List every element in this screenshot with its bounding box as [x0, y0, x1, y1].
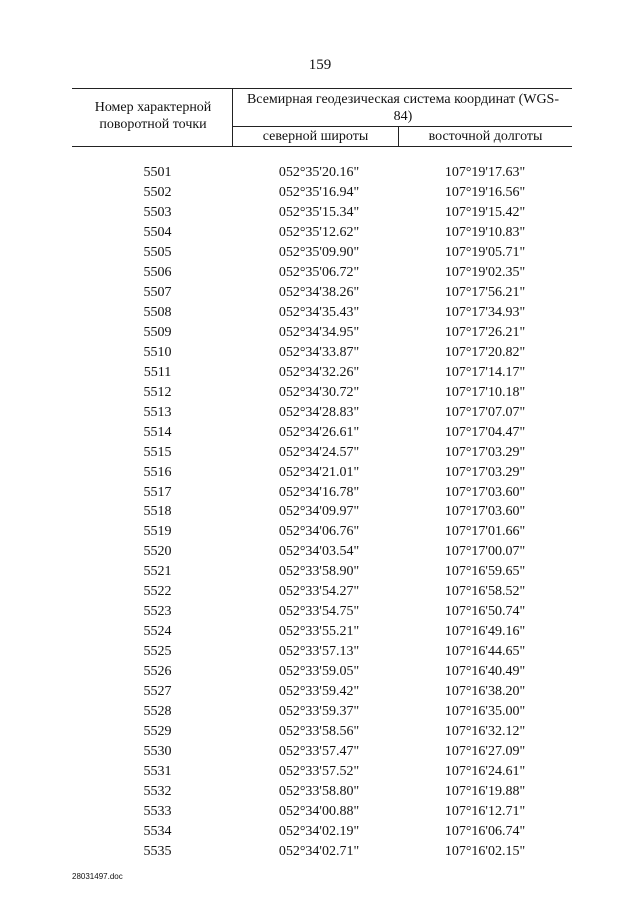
latitude-cell: 052°35'09.90": [278, 244, 360, 260]
latitude-cell: 052°33'57.13": [278, 644, 360, 660]
table-row: [0, 423, 640, 443]
point-number-cell: 5508: [143, 304, 172, 320]
table-row: [0, 682, 640, 702]
table-row: [0, 602, 640, 622]
point-number-cell: 5511: [143, 364, 172, 380]
point-number-cell: 5529: [143, 724, 172, 740]
point-number-cell: 5519: [143, 524, 172, 540]
latitude-cell: 052°33'55.21": [278, 624, 360, 640]
longitude-cell: 107°19'05.71": [444, 244, 526, 260]
latitude-cell: 052°33'57.52": [278, 764, 360, 780]
longitude-cell: 107°17'20.82": [444, 344, 526, 360]
longitude-cell: 107°17'03.60": [444, 484, 526, 500]
table-row: [0, 483, 640, 503]
point-number-cell: 5512: [143, 384, 172, 400]
latitude-cell: 052°33'54.27": [278, 584, 360, 600]
table-row: [0, 642, 640, 662]
point-number-cell: 5520: [143, 544, 172, 560]
point-number-cell: 5515: [143, 444, 172, 460]
table-row: [0, 802, 640, 822]
latitude-cell: 052°34'34.95": [278, 324, 360, 340]
point-number-cell: 5518: [143, 504, 172, 520]
longitude-cell: 107°19'16.56": [444, 184, 526, 200]
longitude-cell: 107°16'32.12": [444, 724, 526, 740]
latitude-cell: 052°34'02.71": [278, 843, 360, 859]
table-row: [0, 502, 640, 522]
table-row: [0, 283, 640, 303]
latitude-cell: 052°35'20.16": [278, 165, 360, 180]
point-number-cell: 5531: [143, 764, 172, 780]
latitude-cell: 052°34'16.78": [278, 484, 360, 500]
table-row: [0, 662, 640, 682]
longitude-cell: 107°17'01.66": [444, 524, 526, 540]
table-row: [0, 223, 640, 243]
point-number-cell: 5517: [143, 484, 172, 500]
latitude-cell: 052°35'16.94": [278, 184, 360, 200]
table-row: [0, 842, 640, 862]
latitude-cell: 052°34'00.88": [278, 804, 360, 819]
latitude-cell: 052°34'33.87": [278, 344, 360, 360]
table-body: [0, 163, 640, 862]
table-top-border: [72, 88, 572, 89]
table-row: [0, 183, 640, 203]
longitude-cell: 107°16'27.09": [444, 744, 526, 760]
longitude-cell: 107°17'34.93": [444, 304, 526, 320]
longitude-cell: 107°16'19.88": [444, 784, 526, 800]
point-number-cell: 5509: [143, 324, 172, 340]
table-row: [0, 463, 640, 483]
table-row: [0, 323, 640, 343]
latitude-cell: 052°33'57.47": [278, 744, 360, 760]
point-number-cell: 5525: [143, 644, 172, 660]
table-row: [0, 762, 640, 782]
point-number-cell: 5530: [143, 744, 172, 760]
header-longitude: восточной долготы: [428, 129, 543, 144]
longitude-cell: 107°16'49.16": [444, 624, 526, 640]
latitude-cell: 052°35'15.34": [278, 204, 360, 220]
header-point-number: Номер характерной поворотной точки: [94, 100, 212, 132]
table-row: [0, 742, 640, 762]
table-row: [0, 363, 640, 383]
latitude-cell: 052°33'58.80": [278, 784, 360, 800]
longitude-cell: 107°19'02.35": [444, 264, 526, 280]
table-row: [0, 243, 640, 263]
longitude-cell: 107°17'03.29": [444, 444, 526, 460]
longitude-cell: 107°19'17.63": [444, 165, 526, 180]
longitude-cell: 107°16'38.20": [444, 684, 526, 700]
point-number-cell: 5513: [143, 404, 172, 420]
latitude-cell: 052°34'32.26": [278, 364, 360, 380]
longitude-cell: 107°19'15.42": [444, 204, 526, 220]
latitude-cell: 052°33'59.42": [278, 684, 360, 700]
point-number-cell: 5524: [143, 624, 172, 640]
longitude-cell: 107°16'59.65": [444, 564, 526, 580]
table-row: [0, 343, 640, 363]
table-row: [0, 443, 640, 463]
table-row: [0, 203, 640, 223]
point-number-cell: 5504: [143, 224, 172, 240]
latitude-cell: 052°34'24.57": [278, 444, 360, 460]
longitude-cell: 107°16'24.61": [444, 764, 526, 780]
latitude-cell: 052°34'06.76": [278, 524, 360, 540]
file-name-footer: 28031497.doc: [72, 872, 123, 881]
point-number-cell: 5503: [143, 204, 172, 220]
point-number-cell: 5516: [143, 464, 172, 480]
point-number-cell: 5505: [143, 244, 172, 260]
point-number-cell: 5501: [143, 165, 172, 180]
point-number-cell: 5534: [143, 823, 172, 839]
latitude-cell: 052°33'58.90": [278, 564, 360, 580]
latitude-cell: 052°34'38.26": [278, 284, 360, 300]
latitude-cell: 052°34'03.54": [278, 544, 360, 560]
point-number-cell: 5535: [143, 843, 172, 859]
longitude-cell: 107°16'40.49": [444, 664, 526, 680]
point-number-cell: 5521: [143, 564, 172, 580]
table-row: [0, 163, 640, 183]
point-number-cell: 5532: [143, 784, 172, 800]
point-number-cell: 5526: [143, 664, 172, 680]
longitude-cell: 107°16'58.52": [444, 584, 526, 600]
table-row: [0, 522, 640, 542]
table-row: [0, 822, 640, 842]
table-row: [0, 403, 640, 423]
point-number-cell: 5514: [143, 424, 172, 440]
longitude-cell: 107°16'12.71": [444, 804, 526, 819]
table-row: [0, 263, 640, 283]
point-number-cell: 5502: [143, 184, 172, 200]
longitude-cell: 107°17'00.07": [444, 544, 526, 560]
table-row: [0, 383, 640, 403]
longitude-cell: 107°17'56.21": [444, 284, 526, 300]
longitude-cell: 107°16'02.15": [444, 843, 526, 859]
latitude-cell: 052°35'12.62": [278, 224, 360, 240]
latitude-cell: 052°35'06.72": [278, 264, 360, 280]
longitude-cell: 107°16'50.74": [444, 604, 526, 620]
latitude-cell: 052°33'59.37": [278, 704, 360, 720]
table-row: [0, 782, 640, 802]
latitude-cell: 052°34'09.97": [278, 504, 360, 520]
header-bottom-border: [72, 146, 572, 147]
latitude-cell: 052°34'21.01": [278, 464, 360, 480]
table-row: [0, 582, 640, 602]
longitude-cell: 107°17'03.29": [444, 464, 526, 480]
table-row: [0, 722, 640, 742]
point-number-cell: 5527: [143, 684, 172, 700]
longitude-cell: 107°17'14.17": [444, 364, 526, 380]
point-number-cell: 5506: [143, 264, 172, 280]
table-row: [0, 542, 640, 562]
latitude-cell: 052°33'59.05": [278, 664, 360, 680]
longitude-cell: 107°17'10.18": [444, 384, 526, 400]
longitude-cell: 107°19'10.83": [444, 224, 526, 240]
latitude-cell: 052°34'35.43": [278, 304, 360, 320]
longitude-cell: 107°16'44.65": [444, 644, 526, 660]
point-number-cell: 5510: [143, 344, 172, 360]
table-row: [0, 562, 640, 582]
longitude-cell: 107°16'06.74": [444, 823, 526, 839]
point-number-cell: 5533: [143, 804, 172, 819]
point-number-cell: 5523: [143, 604, 172, 620]
latitude-cell: 052°33'58.56": [278, 724, 360, 740]
table-row: [0, 702, 640, 722]
longitude-cell: 107°17'03.60": [444, 504, 526, 520]
header-latitude: северной широты: [262, 129, 369, 144]
page-number: 159: [308, 57, 332, 73]
longitude-cell: 107°17'26.21": [444, 324, 526, 340]
longitude-cell: 107°17'04.47": [444, 424, 526, 440]
point-number-cell: 5528: [143, 704, 172, 720]
latitude-cell: 052°34'30.72": [278, 384, 360, 400]
header-coordinate-system: Всемирная геодезическая система координат (WGS-84): [246, 92, 560, 124]
table-row: [0, 622, 640, 642]
table-row: [0, 303, 640, 323]
latitude-cell: 052°34'26.61": [278, 424, 360, 440]
latitude-cell: 052°34'28.83": [278, 404, 360, 420]
point-number-cell: 5507: [143, 284, 172, 300]
latitude-cell: 052°34'02.19": [278, 823, 360, 839]
longitude-cell: 107°16'35.00": [444, 704, 526, 720]
longitude-cell: 107°17'07.07": [444, 404, 526, 420]
point-number-cell: 5522: [143, 584, 172, 600]
subheader-border: [232, 126, 572, 127]
latitude-cell: 052°33'54.75": [278, 604, 360, 620]
